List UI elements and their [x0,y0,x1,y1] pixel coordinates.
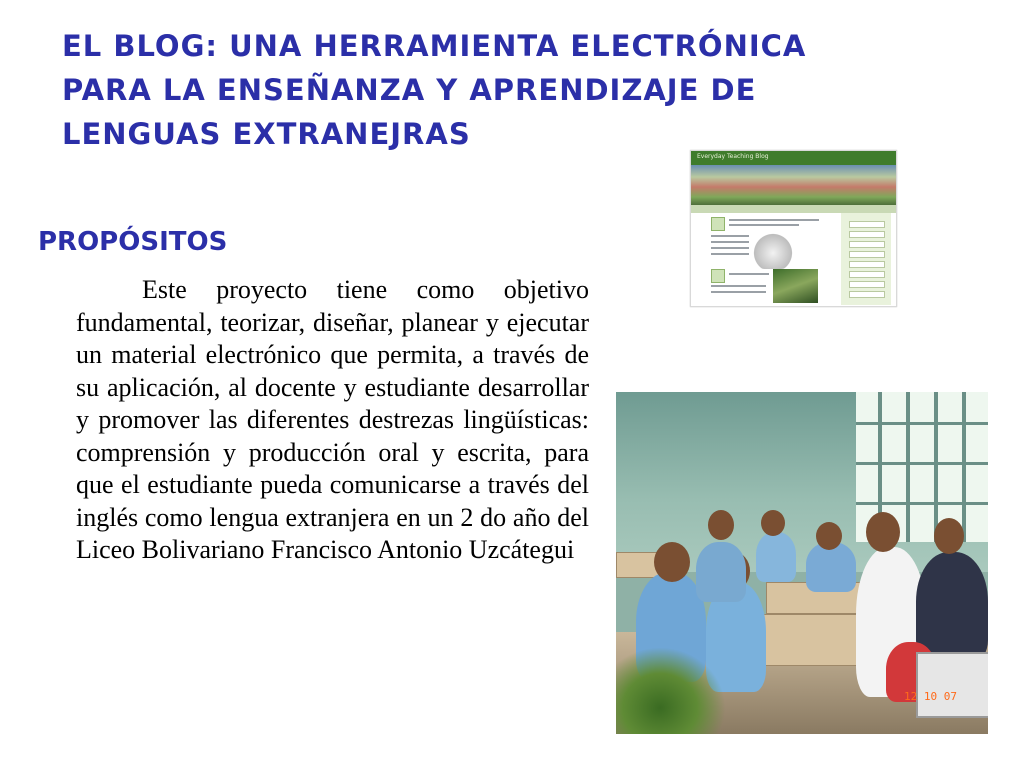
student [696,542,746,602]
purpose-paragraph: Este proyecto tiene como objetivo fundamental, teorizar, diseñar, planear y ejecutar un material electrónico que permita, a través de su aplicación, al docente y estudiante desarrollar y promover las diferentes destrezas lingüísticas: comprensión y producción oral y escrita, para que el estudiante pueda comunicarse a través del inglés como lengua extranjera en un 2 do año del Liceo Bolivariano Francisco Antonio Uzcátegui [76,275,589,564]
student-head [654,542,690,582]
photo-date-stamp: 12 10 07 [904,690,957,703]
post-text-line [711,291,766,293]
post-text-line [711,253,749,255]
student-head [708,510,734,540]
slide-title: EL BLOG: UNA HERRAMIENTA ELECTRÓNICA PARA LA ENSEÑANZA Y APRENDIZAJE DE LENGUAS EXTRANEJRAS [62,29,807,151]
window-bar [856,422,988,425]
post-date-badge [711,269,725,283]
sidebar-link [849,271,885,278]
handbag-photo [753,229,793,269]
laptop [916,652,988,718]
sidebar-link [849,241,885,248]
sidebar-link [849,281,885,288]
blog-header-bar [691,151,896,165]
classroom-photo [616,392,988,734]
post-text-line [711,247,749,249]
student [756,532,796,582]
student-head [816,522,842,550]
blog-screenshot-image [690,150,897,307]
student-head [866,512,900,552]
window-bar [934,392,938,542]
post-title-line [729,219,819,221]
post-text-line [711,241,749,243]
sidebar-link [849,251,885,258]
student-head [934,518,964,554]
sidebar-link [849,231,885,238]
blog-nav-strip [691,205,896,213]
sidebar-link [849,261,885,268]
blog-banner [691,165,896,205]
window-bar [906,392,910,542]
sidebar-link [849,221,885,228]
student-head [761,510,785,536]
post-date-badge [711,217,725,231]
plant-photo [773,269,818,303]
blog-header-text: Everyday Teaching Blog [697,153,769,160]
sidebar-link [849,291,885,298]
post-text-line [711,285,766,287]
window-bar [856,502,988,505]
post-title-line [729,273,769,275]
post-title-line [729,224,799,226]
student [916,552,988,662]
post-text-line [711,235,749,237]
window-bar [856,462,988,465]
potted-plants [616,647,726,734]
section-heading: PROPÓSITOS [38,227,228,257]
window-bar [962,392,966,542]
